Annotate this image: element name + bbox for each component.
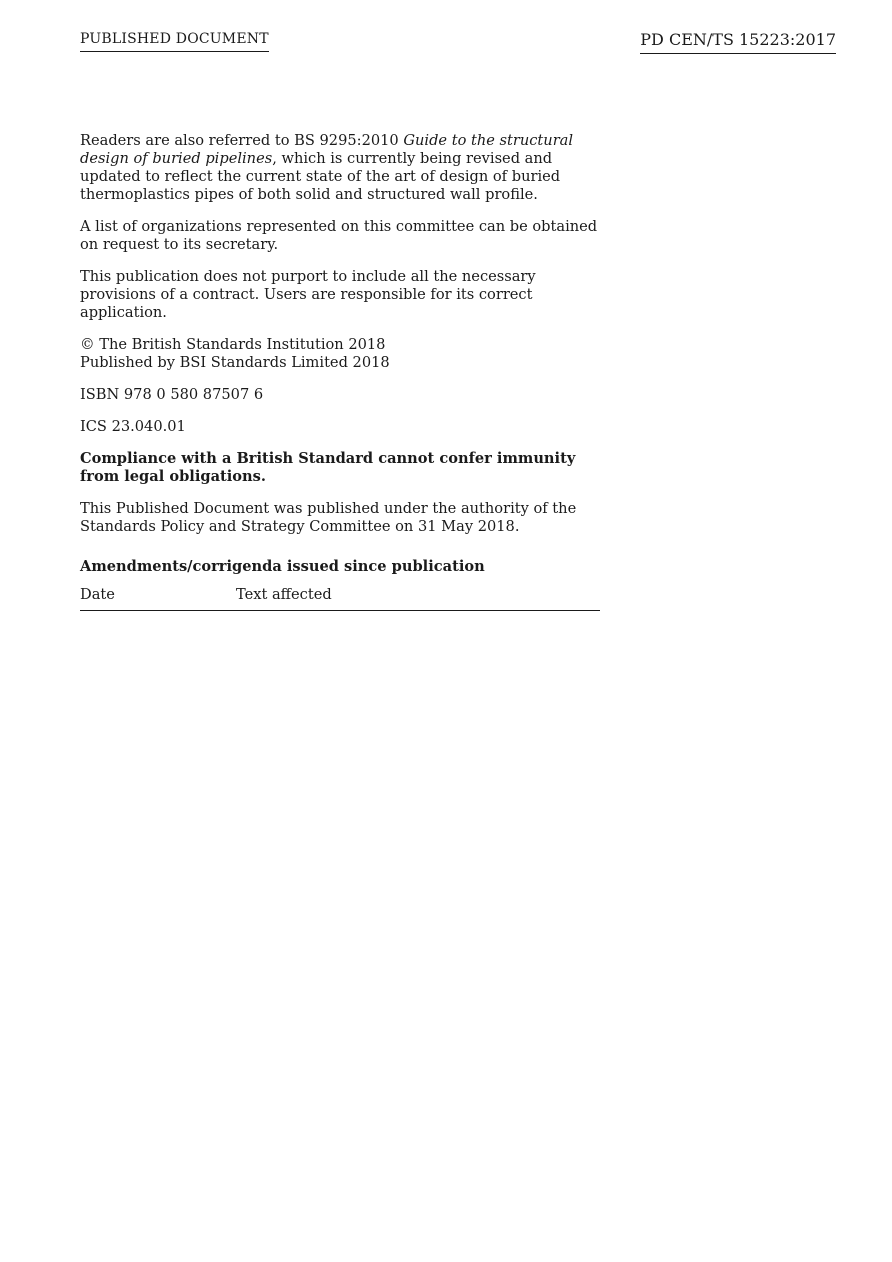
contract-disclaimer-paragraph: This publication does not purport to include all the necessary provisions of a contract. Users are responsible for its correct application. [80,268,536,321]
referral-text-end: , which is currently being revised and updated to reflect the current state of the art of design of buried thermoplastics pipes of both solid and structured wall profile. [80,150,561,203]
header-document-type: PUBLISHED DOCUMENT [80,30,269,52]
referenced-title: Guide to the structural design of buried pipelines [80,132,574,167]
amendments-header-row [80,586,600,611]
page-body [80,132,600,611]
committee-paragraph: A list of organizations represented on this committee can be obtained on request to its secretary. [80,218,598,253]
publisher-line: Published by BSI Standards Limited 2018 [80,354,390,371]
authority-paragraph: This Published Document was published under the authority of the Standards Policy and Strategy Committee on 31 May 2018. [80,500,577,535]
isbn-line: ISBN 978 0 580 87507 6 [80,386,264,403]
copyright-block [80,336,600,372]
amendments-table [80,586,600,611]
readers-referral-paragraph [80,132,600,204]
amendments-heading: Amendments/corrigenda issued since publication [80,558,485,575]
ics-line: ICS 23.040.01 [80,418,186,435]
column-header-date: Date [80,586,236,611]
referral-text-start: Readers are also referred to BS 9295:2010 [80,132,404,149]
copyright-line: © The British Standards Institution 2018 [80,336,386,353]
column-header-text-affected: Text affected [236,586,600,611]
header-document-number: PD CEN/TS 15223:2017 [640,30,836,54]
compliance-statement: Compliance with a British Standard cannot confer immunity from legal obligations. [80,450,576,485]
